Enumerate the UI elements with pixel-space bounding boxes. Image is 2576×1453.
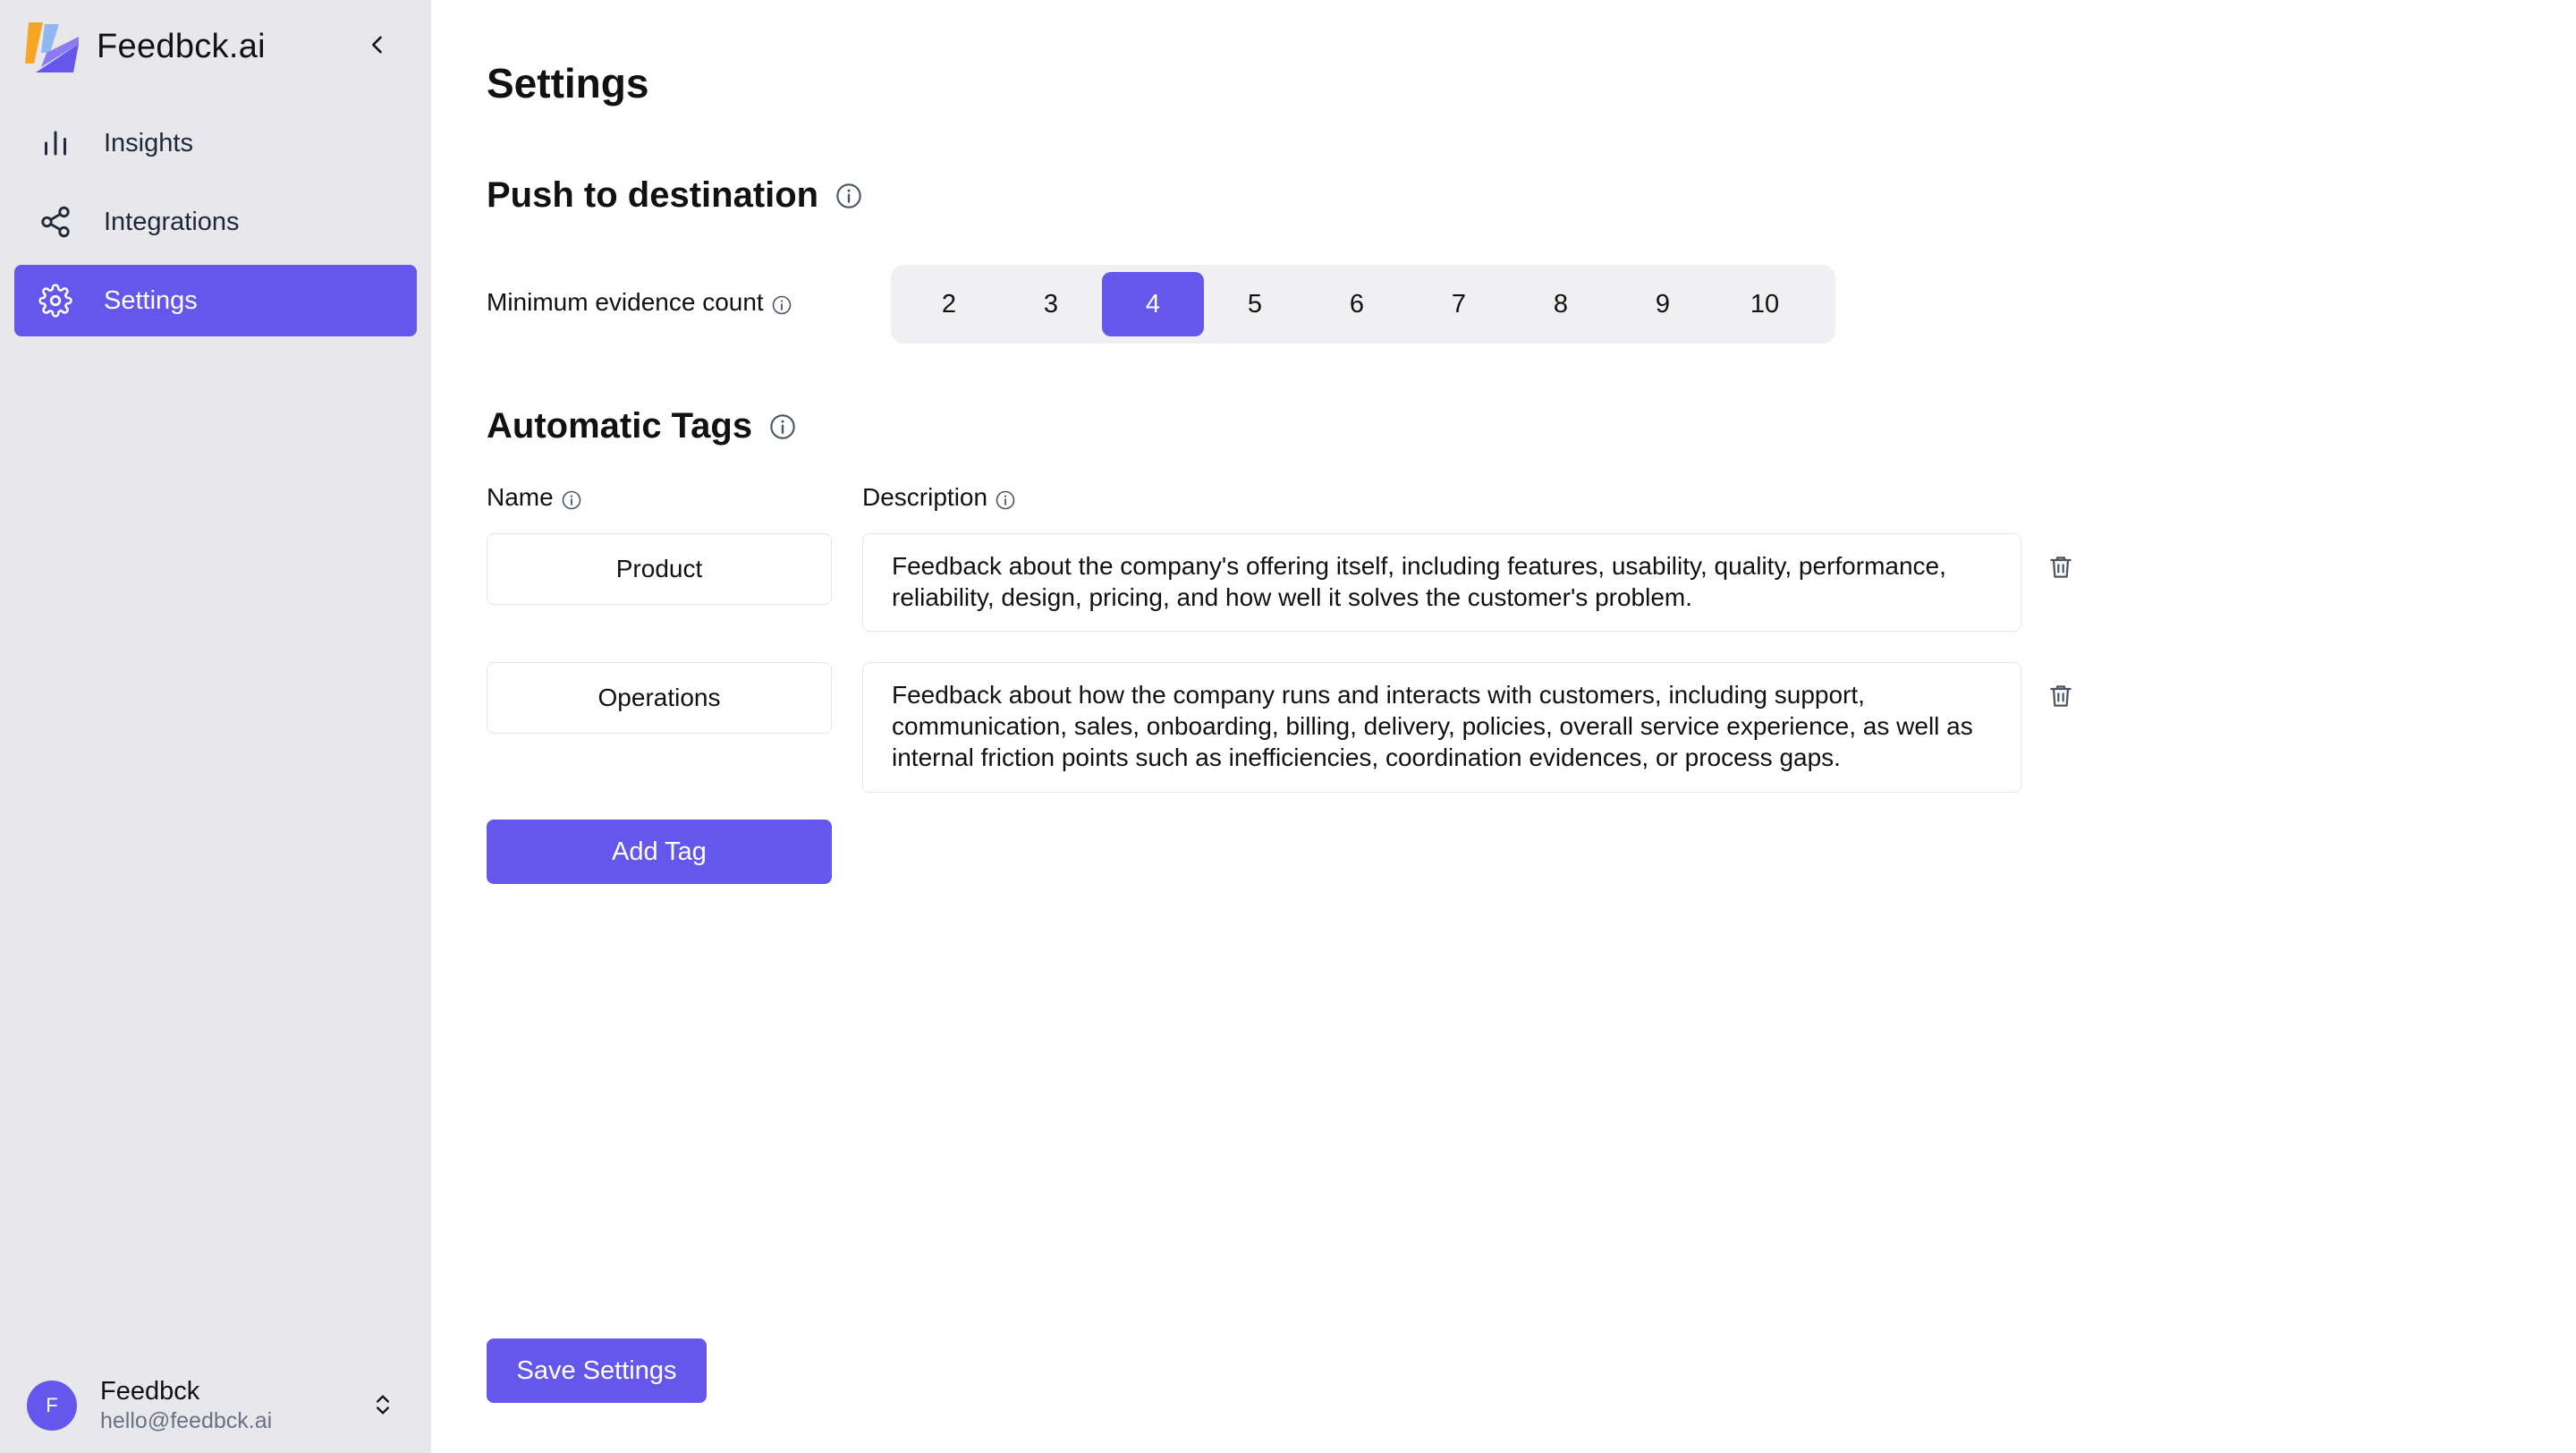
avatar: F bbox=[27, 1381, 77, 1431]
evidence-option-8[interactable]: 8 bbox=[1553, 289, 1569, 319]
evidence-option-2[interactable]: 2 bbox=[941, 289, 957, 319]
bar-chart-icon bbox=[36, 123, 75, 163]
tags-section-label: Automatic Tags bbox=[487, 406, 753, 446]
tag-description-input[interactable]: Feedback about the company's offering itself, including features, usability, quality, performance, reliability, design, pricing, and how well it solves the customer's problem. bbox=[862, 533, 2021, 632]
sidebar-item-label: Insights bbox=[104, 128, 193, 157]
sidebar-item-insights[interactable] bbox=[14, 107, 417, 179]
trash-icon bbox=[2046, 682, 2075, 710]
delete-tag-button[interactable] bbox=[2041, 676, 2080, 716]
add-tag-button[interactable]: Add Tag bbox=[487, 820, 832, 884]
info-icon[interactable] bbox=[995, 489, 1016, 511]
name-header-label: Name bbox=[487, 483, 554, 511]
chevron-left-icon bbox=[365, 32, 390, 57]
info-icon[interactable] bbox=[835, 182, 863, 210]
collapse-sidebar-button[interactable] bbox=[358, 25, 397, 64]
description-header-label: Description bbox=[862, 483, 988, 511]
evidence-option-5[interactable]: 5 bbox=[1247, 289, 1263, 319]
tag-name-input[interactable]: Operations bbox=[487, 662, 832, 734]
push-section-label: Push to destination bbox=[487, 175, 819, 215]
tags-section-title bbox=[487, 406, 797, 446]
tag-name-input[interactable]: Product bbox=[487, 533, 832, 605]
min-evidence-label: Minimum evidence count bbox=[487, 288, 764, 316]
delete-tag-button[interactable] bbox=[2041, 548, 2080, 587]
save-settings-button[interactable]: Save Settings bbox=[487, 1338, 707, 1403]
evidence-option-6[interactable]: 6 bbox=[1349, 289, 1365, 319]
evidence-option-7[interactable]: 7 bbox=[1451, 289, 1467, 319]
sidebar bbox=[0, 0, 431, 1453]
name-column-header bbox=[487, 483, 582, 512]
user-email: hello@feedbck.ai bbox=[100, 1408, 273, 1433]
gear-icon bbox=[36, 281, 75, 320]
brand[interactable] bbox=[23, 18, 266, 75]
share-icon bbox=[36, 202, 75, 242]
page-title: Settings bbox=[487, 60, 649, 106]
sidebar-item-label: Settings bbox=[104, 285, 198, 315]
evidence-option-4[interactable]: 4 bbox=[1102, 272, 1204, 336]
trash-icon bbox=[2046, 553, 2075, 582]
info-icon[interactable] bbox=[768, 412, 797, 441]
user-info bbox=[100, 1376, 272, 1435]
sidebar-item-integrations[interactable] bbox=[14, 186, 417, 258]
user-name: Feedbck bbox=[100, 1377, 200, 1406]
evidence-option-3[interactable]: 3 bbox=[1043, 289, 1059, 319]
info-icon[interactable] bbox=[561, 489, 582, 511]
evidence-option-9[interactable]: 9 bbox=[1655, 289, 1671, 319]
min-evidence-selector bbox=[891, 265, 1835, 344]
brand-name: Feedbck.ai bbox=[97, 27, 266, 65]
push-section-title bbox=[487, 175, 863, 216]
feedbck-logo-icon bbox=[23, 17, 82, 76]
sidebar-item-settings[interactable] bbox=[14, 265, 417, 336]
user-menu[interactable] bbox=[27, 1374, 402, 1437]
sidebar-nav bbox=[14, 107, 417, 344]
sidebar-item-label: Integrations bbox=[104, 207, 240, 236]
user-menu-toggle[interactable] bbox=[363, 1385, 402, 1424]
description-column-header bbox=[862, 483, 1016, 512]
evidence-option-10[interactable]: 10 bbox=[1750, 289, 1780, 319]
chevrons-up-down-icon bbox=[370, 1392, 395, 1417]
info-icon[interactable] bbox=[771, 294, 792, 316]
main-content bbox=[431, 0, 2576, 1453]
tag-description-input[interactable]: Feedback about how the company runs and interacts with customers, including support, communication, sales, onboarding, billing, delivery, policies, overall service experience, as well as internal friction points such as inefficiencies, coordination evidences, or process gaps. bbox=[862, 662, 2021, 793]
min-evidence-label-row bbox=[487, 288, 792, 317]
